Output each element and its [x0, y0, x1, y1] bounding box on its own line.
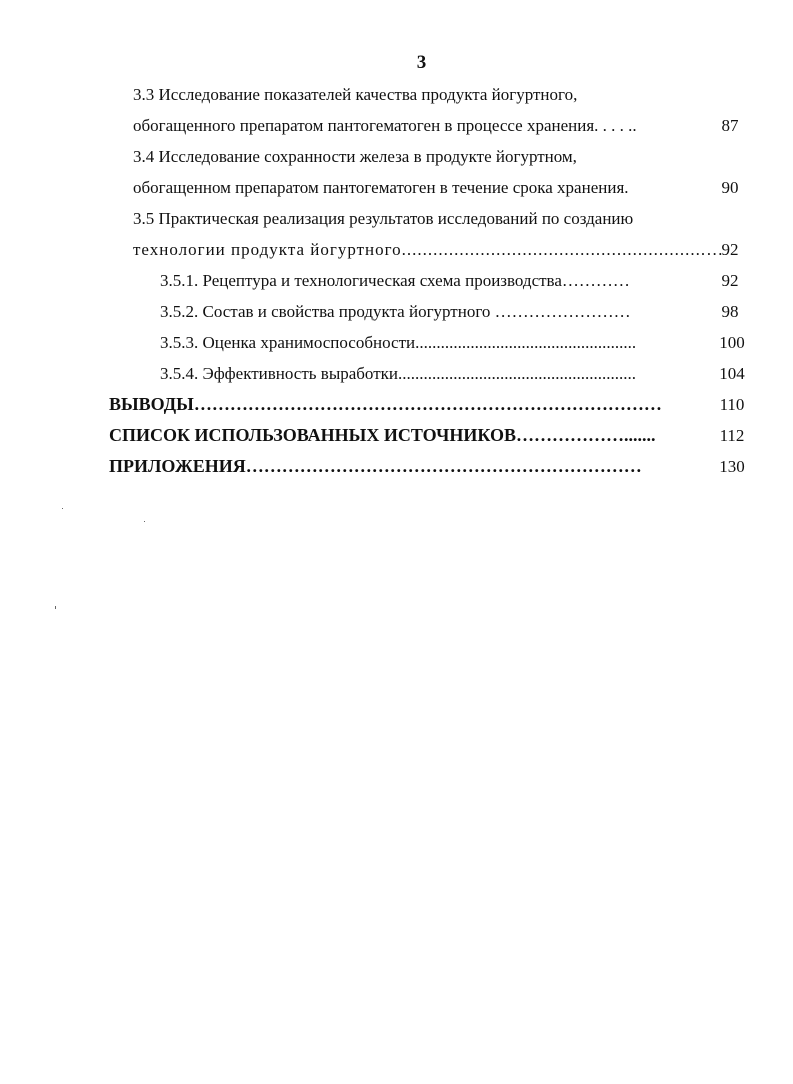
toc-entry-3-5-4: [0, 358, 793, 389]
toc-entry-3-5-3: [0, 327, 793, 358]
toc-entry-text: 3.5.4. Эффективность выработки........................................................: [160, 364, 636, 383]
scan-speck: [55, 606, 56, 609]
scan-speck: [62, 508, 63, 509]
table-of-contents: [0, 79, 793, 482]
toc-entry-3-5-2: [0, 296, 793, 327]
toc-entry-page: 110: [719, 395, 745, 414]
toc-entry-page: 98: [721, 302, 739, 321]
toc-entry-text: технологии продукта йогуртного..........................................................…: [133, 240, 725, 259]
toc-entry-3-4-line1: [0, 141, 793, 172]
toc-entry-page: 100: [719, 333, 745, 352]
toc-entry-text: 3.5.3. Оценка хранимоспособности....................................................: [160, 333, 637, 352]
toc-entry-text: обогащенного препаратом пантогематоген в процессе хранения. . . . ..: [133, 116, 637, 135]
toc-entry-3-5-1: [0, 265, 793, 296]
toc-entry-text: 3.5.1. Рецептура и технологическая схема производства…………: [160, 271, 630, 290]
toc-entry-text: ВЫВОДЫ……………………………………………………………………: [109, 394, 662, 414]
toc-entry-text: 3.4 Исследование сохранности железа в продукте йогуртном,: [133, 147, 577, 166]
toc-entry-3-5-line1: [0, 203, 793, 234]
toc-entry-3-5-line2: [0, 234, 793, 265]
toc-entry-text: обогащенном препаратом пантогематоген в течение срока хранения.: [133, 178, 629, 197]
toc-entry-text: 3.5.2. Состав и свойства продукта йогуртного ……………………: [160, 302, 631, 321]
scan-speck: [144, 521, 145, 522]
toc-entry-conclusions: [0, 389, 793, 420]
toc-entry-page: 87: [721, 116, 739, 135]
toc-entry-page: 112: [719, 426, 745, 445]
toc-entry-3-4-line2: [0, 172, 793, 203]
toc-entry-text: 3.3 Исследование показателей качества продукта йогуртного,: [133, 85, 578, 104]
toc-entry-page: 130: [719, 457, 745, 476]
page-number: 3: [416, 52, 427, 73]
toc-entry-text: 3.5 Практическая реализация результатов исследований по созданию: [133, 209, 634, 228]
toc-entry-text: СПИСОК ИСПОЛЬЗОВАННЫХ ИСТОЧНИКОВ……………….......: [109, 425, 656, 445]
toc-entry-3-3-line1: [0, 79, 793, 110]
toc-entry-page: 104: [719, 364, 745, 383]
toc-entry-3-3-line2: [0, 110, 793, 141]
toc-entry-page: 90: [721, 178, 739, 197]
toc-entry-page: 92: [721, 240, 739, 259]
toc-entry-text: ПРИЛОЖЕНИЯ…………………………………………………………: [109, 456, 642, 476]
toc-entry-references: [0, 420, 793, 451]
toc-entry-page: 92: [721, 271, 739, 290]
toc-entry-appendices: [0, 451, 793, 482]
